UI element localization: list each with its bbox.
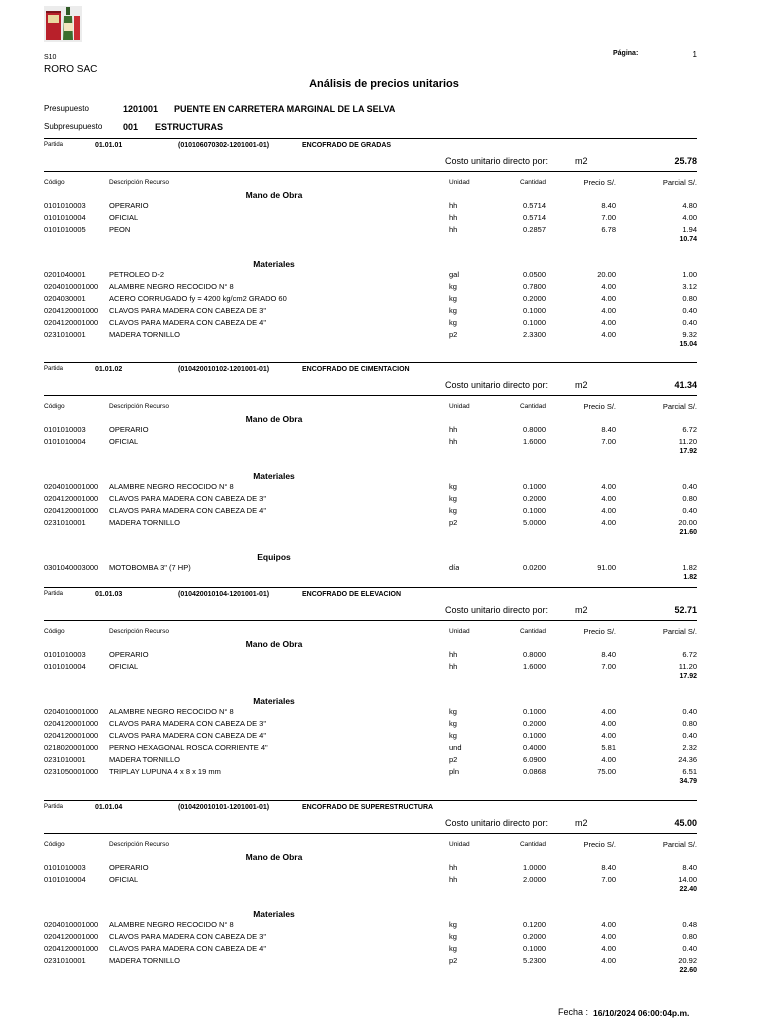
cell-precio: 4.00 <box>601 731 616 740</box>
cell-descripcion: PETROLEO D-2 <box>109 270 165 279</box>
cell-descripcion: CLAVOS PARA MADERA CON CABEZA DE 4" <box>109 731 267 740</box>
column-header-unidad: Unidad <box>449 841 470 848</box>
cell-descripcion: CLAVOS PARA MADERA CON CABEZA DE 4" <box>109 944 267 953</box>
cell-cantidad: 0.1200 <box>523 920 546 929</box>
column-header-descripcion: Descripción Recurso <box>109 403 169 410</box>
resource-group-title: Materiales <box>253 696 295 706</box>
cell-precio: 5.81 <box>601 743 616 752</box>
cell-descripcion: OFICIAL <box>109 875 139 884</box>
cell-unidad: kg <box>449 282 457 291</box>
cell-unidad: kg <box>449 932 457 941</box>
partida-label: Partida <box>44 591 64 597</box>
group-subtotal: 22.60 <box>679 967 697 974</box>
cell-codigo: 0204010001000 <box>44 282 99 291</box>
cell-descripcion: OPERARIO <box>109 650 149 659</box>
partida-ref: (010420010101-1201001-01) <box>178 804 270 811</box>
date-value: 16/10/2024 06:00:04p.m. <box>593 1008 690 1018</box>
cell-codigo: 0101010004 <box>44 213 86 222</box>
partida-name: ENCOFRADO DE CIMENTACION <box>302 366 410 373</box>
cell-parcial: 1.82 <box>682 563 697 572</box>
cell-cantidad: 0.1000 <box>523 731 546 740</box>
resource-group-title: Mano de Obra <box>245 414 303 424</box>
partida-name: ENCOFRADO DE ELEVACION <box>302 591 402 598</box>
cell-descripcion: CLAVOS PARA MADERA CON CABEZA DE 4" <box>109 318 267 327</box>
resource-group-title: Mano de Obra <box>245 639 303 649</box>
cell-parcial: 11.20 <box>678 662 697 671</box>
cell-descripcion: OPERARIO <box>109 863 149 872</box>
cell-descripcion: CLAVOS PARA MADERA CON CABEZA DE 3" <box>109 494 267 503</box>
column-header-unidad: Unidad <box>449 403 470 410</box>
cell-codigo: 0101010003 <box>44 201 86 210</box>
cell-codigo: 0231010001 <box>44 330 86 339</box>
date-label: Fecha : <box>558 1007 589 1017</box>
system-code: S10 <box>44 54 57 61</box>
cell-unidad: kg <box>449 294 457 303</box>
cell-cantidad: 5.0000 <box>523 518 546 527</box>
cell-cantidad: 0.1000 <box>523 506 546 515</box>
cell-codigo: 0301040003000 <box>44 563 99 572</box>
cell-precio: 8.40 <box>601 863 616 872</box>
cell-cantidad: 1.0000 <box>523 863 546 872</box>
cell-precio: 4.00 <box>601 330 616 339</box>
cell-unidad: kg <box>449 944 457 953</box>
header-rule <box>44 395 697 396</box>
column-header-parcial: Parcial S/. <box>662 178 697 187</box>
group-subtotal: 17.92 <box>679 448 697 455</box>
cell-cantidad: 0.2000 <box>523 719 546 728</box>
cell-precio: 4.00 <box>601 282 616 291</box>
cell-unidad: kg <box>449 506 457 515</box>
cell-cantidad: 0.2000 <box>523 932 546 941</box>
cell-parcial: 0.80 <box>682 494 697 503</box>
resource-group-title: Materiales <box>253 471 295 481</box>
column-header-precio: Precio S/. <box>583 840 616 849</box>
cell-parcial: 9.32 <box>682 330 697 339</box>
table-row <box>0 719 768 731</box>
cell-codigo: 0101010003 <box>44 650 86 659</box>
table-row <box>0 318 768 330</box>
table-row <box>0 863 768 875</box>
cell-cantidad: 0.1000 <box>523 944 546 953</box>
cell-unidad: p2 <box>449 956 458 965</box>
cell-unidad: kg <box>449 731 457 740</box>
resource-group-title: Mano de Obra <box>245 852 303 862</box>
group-subtotal: 10.74 <box>679 236 697 243</box>
cell-precio: 8.40 <box>601 425 616 434</box>
cell-codigo: 0231050001000 <box>44 767 99 776</box>
cell-parcial: 0.80 <box>682 294 697 303</box>
partida-ref: (010420010102-1201001-01) <box>178 366 270 373</box>
header-rule <box>44 171 697 172</box>
table-row <box>0 506 768 518</box>
cell-unidad: kg <box>449 920 457 929</box>
cell-cantidad: 0.1000 <box>523 318 546 327</box>
company-name: RORO SAC <box>44 64 98 75</box>
partida-name: ENCOFRADO DE GRADAS <box>302 142 392 149</box>
cell-cantidad: 0.0868 <box>523 767 546 776</box>
cell-parcial: 0.40 <box>682 482 697 491</box>
cell-parcial: 2.32 <box>682 743 697 752</box>
cell-unidad: hh <box>449 213 458 222</box>
cell-codigo: 0101010003 <box>44 863 86 872</box>
resource-group-title: Materiales <box>253 909 295 919</box>
cell-descripcion: MOTOBOMBA 3" (7 HP) <box>109 563 191 572</box>
cell-descripcion: ALAMBRE NEGRO RECOCIDO N° 8 <box>109 482 234 491</box>
cell-codigo: 0204120001000 <box>44 506 99 515</box>
cell-precio: 4.00 <box>601 318 616 327</box>
cell-codigo: 0204010001000 <box>44 920 99 929</box>
cell-cantidad: 0.5714 <box>523 213 546 222</box>
cell-unidad: kg <box>449 306 457 315</box>
partida-top-rule <box>44 800 697 801</box>
costo-value: 25.78 <box>674 156 697 166</box>
partida-top-rule <box>44 587 697 588</box>
presupuesto-label: Presupuesto <box>44 104 89 113</box>
subpresupuesto-code: 001 <box>123 122 139 132</box>
cell-parcial: 0.40 <box>682 731 697 740</box>
cell-unidad: hh <box>449 662 458 671</box>
cell-precio: 20.00 <box>597 270 616 279</box>
cell-precio: 4.00 <box>601 506 616 515</box>
costo-unit: m2 <box>575 605 588 615</box>
cell-cantidad: 2.3300 <box>523 330 546 339</box>
cell-descripcion: OFICIAL <box>109 437 139 446</box>
cell-cantidad: 0.7800 <box>523 282 546 291</box>
table-row <box>0 944 768 956</box>
partida-top-rule <box>44 362 697 363</box>
cell-unidad: kg <box>449 707 457 716</box>
table-row <box>0 201 768 213</box>
cell-parcial: 24.36 <box>678 755 697 764</box>
liquor-bottle-box-icon <box>44 6 82 42</box>
subpresupuesto-name: ESTRUCTURAS <box>155 122 224 132</box>
cell-descripcion: MADERA TORNILLO <box>109 956 180 965</box>
page-number: 1 <box>692 50 697 59</box>
cell-parcial: 0.40 <box>682 318 697 327</box>
cell-precio: 7.00 <box>601 662 616 671</box>
cell-unidad: p2 <box>449 518 458 527</box>
cell-codigo: 0204120001000 <box>44 731 99 740</box>
cell-precio: 8.40 <box>601 650 616 659</box>
cell-unidad: kg <box>449 494 457 503</box>
table-row <box>0 494 768 506</box>
partida-code: 01.01.01 <box>95 142 123 149</box>
cell-codigo: 0201040001 <box>44 270 86 279</box>
costo-label: Costo unitario directo por: <box>445 156 549 166</box>
table-row <box>0 932 768 944</box>
cell-descripcion: ALAMBRE NEGRO RECOCIDO N° 8 <box>109 282 234 291</box>
cell-codigo: 0101010005 <box>44 225 86 234</box>
cell-precio: 4.00 <box>601 518 616 527</box>
costo-value: 45.00 <box>674 818 697 828</box>
table-row <box>0 282 768 294</box>
cell-parcial: 1.94 <box>682 225 697 234</box>
resource-group-title: Mano de Obra <box>245 190 303 200</box>
cell-parcial: 0.48 <box>682 920 697 929</box>
cell-descripcion: ALAMBRE NEGRO RECOCIDO N° 8 <box>109 707 234 716</box>
cell-cantidad: 0.0500 <box>523 270 546 279</box>
cell-descripcion: PERNO HEXAGONAL ROSCA CORRIENTE 4" <box>109 743 268 752</box>
column-header-cantidad: Cantidad <box>519 403 546 410</box>
cell-precio: 4.00 <box>601 294 616 303</box>
cell-parcial: 0.40 <box>682 944 697 953</box>
cell-unidad: hh <box>449 201 458 210</box>
presupuesto-code: 1201001 <box>123 104 159 114</box>
cell-codigo: 0231010001 <box>44 956 86 965</box>
column-header-parcial: Parcial S/. <box>662 627 697 636</box>
column-header-codigo: Código <box>44 403 65 410</box>
cell-precio: 75.00 <box>597 767 616 776</box>
resource-group-title: Materiales <box>253 259 295 269</box>
cell-cantidad: 0.8000 <box>523 425 546 434</box>
cell-codigo: 0204120001000 <box>44 944 99 953</box>
cell-descripcion: OFICIAL <box>109 213 139 222</box>
table-row <box>0 270 768 282</box>
cell-unidad: p2 <box>449 330 458 339</box>
cell-unidad: hh <box>449 425 458 434</box>
cell-parcial: 20.00 <box>678 518 697 527</box>
cell-codigo: 0204010001000 <box>44 707 99 716</box>
column-header-parcial: Parcial S/. <box>662 402 697 411</box>
cell-cantidad: 0.0200 <box>523 563 546 572</box>
cell-precio: 4.00 <box>601 494 616 503</box>
cell-parcial: 6.72 <box>682 425 697 434</box>
cell-precio: 4.00 <box>601 956 616 965</box>
cell-descripcion: MADERA TORNILLO <box>109 755 180 764</box>
cell-cantidad: 1.6000 <box>523 662 546 671</box>
column-header-cantidad: Cantidad <box>519 628 546 635</box>
cell-parcial: 0.40 <box>682 506 697 515</box>
cell-cantidad: 0.1000 <box>523 482 546 491</box>
cell-precio: 91.00 <box>597 563 616 572</box>
cell-codigo: 0204120001000 <box>44 306 99 315</box>
cell-cantidad: 2.0000 <box>523 875 546 884</box>
cell-parcial: 0.80 <box>682 719 697 728</box>
cell-codigo: 0231010001 <box>44 518 86 527</box>
cell-precio: 4.00 <box>601 755 616 764</box>
group-subtotal: 22.40 <box>679 886 697 893</box>
table-row <box>0 743 768 755</box>
cell-unidad: hh <box>449 437 458 446</box>
group-subtotal: 1.82 <box>683 574 697 581</box>
cell-precio: 4.00 <box>601 944 616 953</box>
costo-label: Costo unitario directo por: <box>445 818 549 828</box>
cell-precio: 7.00 <box>601 213 616 222</box>
column-header-codigo: Código <box>44 628 65 635</box>
cell-cantidad: 0.2000 <box>523 294 546 303</box>
cell-cantidad: 0.2000 <box>523 494 546 503</box>
cell-descripcion: PEON <box>109 225 131 234</box>
cell-unidad: kg <box>449 719 457 728</box>
cell-codigo: 0204030001 <box>44 294 86 303</box>
partida-label: Partida <box>44 366 64 372</box>
cell-cantidad: 0.5714 <box>523 201 546 210</box>
column-header-codigo: Código <box>44 841 65 848</box>
partida-top-rule <box>44 138 697 139</box>
header-rule <box>44 833 697 834</box>
cell-codigo: 0101010004 <box>44 662 86 671</box>
cell-codigo: 0101010004 <box>44 875 86 884</box>
cell-precio: 4.00 <box>601 306 616 315</box>
cell-descripcion: ALAMBRE NEGRO RECOCIDO N° 8 <box>109 920 234 929</box>
cell-parcial: 0.80 <box>682 932 697 941</box>
cell-parcial: 6.51 <box>682 767 697 776</box>
cell-unidad: día <box>449 563 460 572</box>
cell-descripcion: TRIPLAY LUPUNA 4 x 8 x 19 mm <box>109 767 221 776</box>
cell-precio: 7.00 <box>601 875 616 884</box>
costo-unit: m2 <box>575 818 588 828</box>
group-subtotal: 17.92 <box>679 673 697 680</box>
partida-code: 01.01.02 <box>95 366 123 373</box>
partida-name: ENCOFRADO DE SUPERESTRUCTURA <box>302 804 434 811</box>
cell-codigo: 0204120001000 <box>44 932 99 941</box>
cell-unidad: p2 <box>449 755 458 764</box>
cell-parcial: 3.12 <box>682 282 697 291</box>
cell-descripcion: MADERA TORNILLO <box>109 330 180 339</box>
costo-value: 52.71 <box>674 605 697 615</box>
cell-parcial: 4.80 <box>682 201 697 210</box>
cell-cantidad: 5.2300 <box>523 956 546 965</box>
cell-cantidad: 0.4000 <box>523 743 546 752</box>
column-header-codigo: Código <box>44 179 65 186</box>
subpresupuesto-label: Subpresupuesto <box>44 122 103 131</box>
table-row <box>0 482 768 494</box>
cell-precio: 8.40 <box>601 201 616 210</box>
cell-codigo: 0204120001000 <box>44 494 99 503</box>
cell-descripcion: OPERARIO <box>109 425 149 434</box>
cell-unidad: kg <box>449 318 457 327</box>
costo-value: 41.34 <box>674 380 697 390</box>
partida-label: Partida <box>44 142 64 148</box>
column-header-precio: Precio S/. <box>583 402 616 411</box>
cell-unidad: gal <box>449 270 460 279</box>
cell-parcial: 8.40 <box>682 863 697 872</box>
presupuesto-name: PUENTE EN CARRETERA MARGINAL DE LA SELVA <box>174 104 396 114</box>
group-subtotal: 15.04 <box>679 341 697 348</box>
partida-ref: (010420010104-1201001-01) <box>178 591 270 598</box>
resource-group-title: Equipos <box>257 552 291 562</box>
column-header-descripcion: Descripción Recurso <box>109 628 169 635</box>
column-header-descripcion: Descripción Recurso <box>109 841 169 848</box>
column-header-cantidad: Cantidad <box>519 179 546 186</box>
cell-descripcion: ACERO CORRUGADO fy = 4200 kg/cm2 GRADO 60 <box>109 294 287 303</box>
column-header-parcial: Parcial S/. <box>662 840 697 849</box>
cell-precio: 4.00 <box>601 920 616 929</box>
column-header-unidad: Unidad <box>449 179 470 186</box>
costo-label: Costo unitario directo por: <box>445 605 549 615</box>
header-rule <box>44 620 697 621</box>
cell-unidad: hh <box>449 863 458 872</box>
partida-code: 01.01.03 <box>95 591 123 598</box>
cell-cantidad: 6.0900 <box>523 755 546 764</box>
table-row <box>0 425 768 437</box>
cell-codigo: 0204010001000 <box>44 482 99 491</box>
column-header-unidad: Unidad <box>449 628 470 635</box>
table-row <box>0 213 768 225</box>
cell-cantidad: 0.8000 <box>523 650 546 659</box>
cell-precio: 4.00 <box>601 719 616 728</box>
column-header-precio: Precio S/. <box>583 178 616 187</box>
cell-unidad: pln <box>449 767 460 776</box>
costo-unit: m2 <box>575 380 588 390</box>
cell-descripcion: OFICIAL <box>109 662 139 671</box>
cell-cantidad: 0.2857 <box>523 225 546 234</box>
partida-ref: (010106070302-1201001-01) <box>178 142 270 149</box>
cell-descripcion: CLAVOS PARA MADERA CON CABEZA DE 3" <box>109 932 267 941</box>
partida-code: 01.01.04 <box>95 804 123 811</box>
cell-unidad: kg <box>449 482 457 491</box>
cell-descripcion: MADERA TORNILLO <box>109 518 180 527</box>
cell-precio: 4.00 <box>601 932 616 941</box>
cell-parcial: 14.00 <box>678 875 697 884</box>
table-row <box>0 755 768 767</box>
table-row <box>0 731 768 743</box>
cell-parcial: 6.72 <box>682 650 697 659</box>
cell-precio: 6.78 <box>601 225 616 234</box>
cell-codigo: 0101010004 <box>44 437 86 446</box>
cell-precio: 4.00 <box>601 707 616 716</box>
cell-unidad: hh <box>449 875 458 884</box>
cell-codigo: 0204120001000 <box>44 719 99 728</box>
cell-descripcion: CLAVOS PARA MADERA CON CABEZA DE 4" <box>109 506 267 515</box>
costo-label: Costo unitario directo por: <box>445 380 549 390</box>
cell-codigo: 0231010001 <box>44 755 86 764</box>
cell-parcial: 0.40 <box>682 707 697 716</box>
table-row <box>0 707 768 719</box>
cell-codigo: 0218020001000 <box>44 743 99 752</box>
cell-parcial: 4.00 <box>682 213 697 222</box>
cell-parcial: 1.00 <box>682 270 697 279</box>
cell-descripcion: CLAVOS PARA MADERA CON CABEZA DE 3" <box>109 719 267 728</box>
page-label: Página: <box>613 50 639 57</box>
cell-cantidad: 1.6000 <box>523 437 546 446</box>
group-subtotal: 34.79 <box>679 778 697 785</box>
column-header-descripcion: Descripción Recurso <box>109 179 169 186</box>
cell-codigo: 0204120001000 <box>44 318 99 327</box>
cell-cantidad: 0.1000 <box>523 306 546 315</box>
group-subtotal: 21.60 <box>679 529 697 536</box>
column-header-cantidad: Cantidad <box>519 841 546 848</box>
cell-parcial: 0.40 <box>682 306 697 315</box>
page-title: Análisis de precios unitarios <box>309 78 459 90</box>
table-row <box>0 294 768 306</box>
cell-unidad: und <box>449 743 462 752</box>
cell-parcial: 20.92 <box>678 956 697 965</box>
table-row <box>0 920 768 932</box>
costo-unit: m2 <box>575 156 588 166</box>
cell-unidad: hh <box>449 650 458 659</box>
cell-codigo: 0101010003 <box>44 425 86 434</box>
cell-descripcion: OPERARIO <box>109 201 149 210</box>
table-row <box>0 306 768 318</box>
cell-parcial: 11.20 <box>678 437 697 446</box>
cell-descripcion: CLAVOS PARA MADERA CON CABEZA DE 3" <box>109 306 267 315</box>
cell-precio: 7.00 <box>601 437 616 446</box>
cell-unidad: hh <box>449 225 458 234</box>
cell-cantidad: 0.1000 <box>523 707 546 716</box>
table-row <box>0 650 768 662</box>
partida-label: Partida <box>44 804 64 810</box>
cell-precio: 4.00 <box>601 482 616 491</box>
column-header-precio: Precio S/. <box>583 627 616 636</box>
